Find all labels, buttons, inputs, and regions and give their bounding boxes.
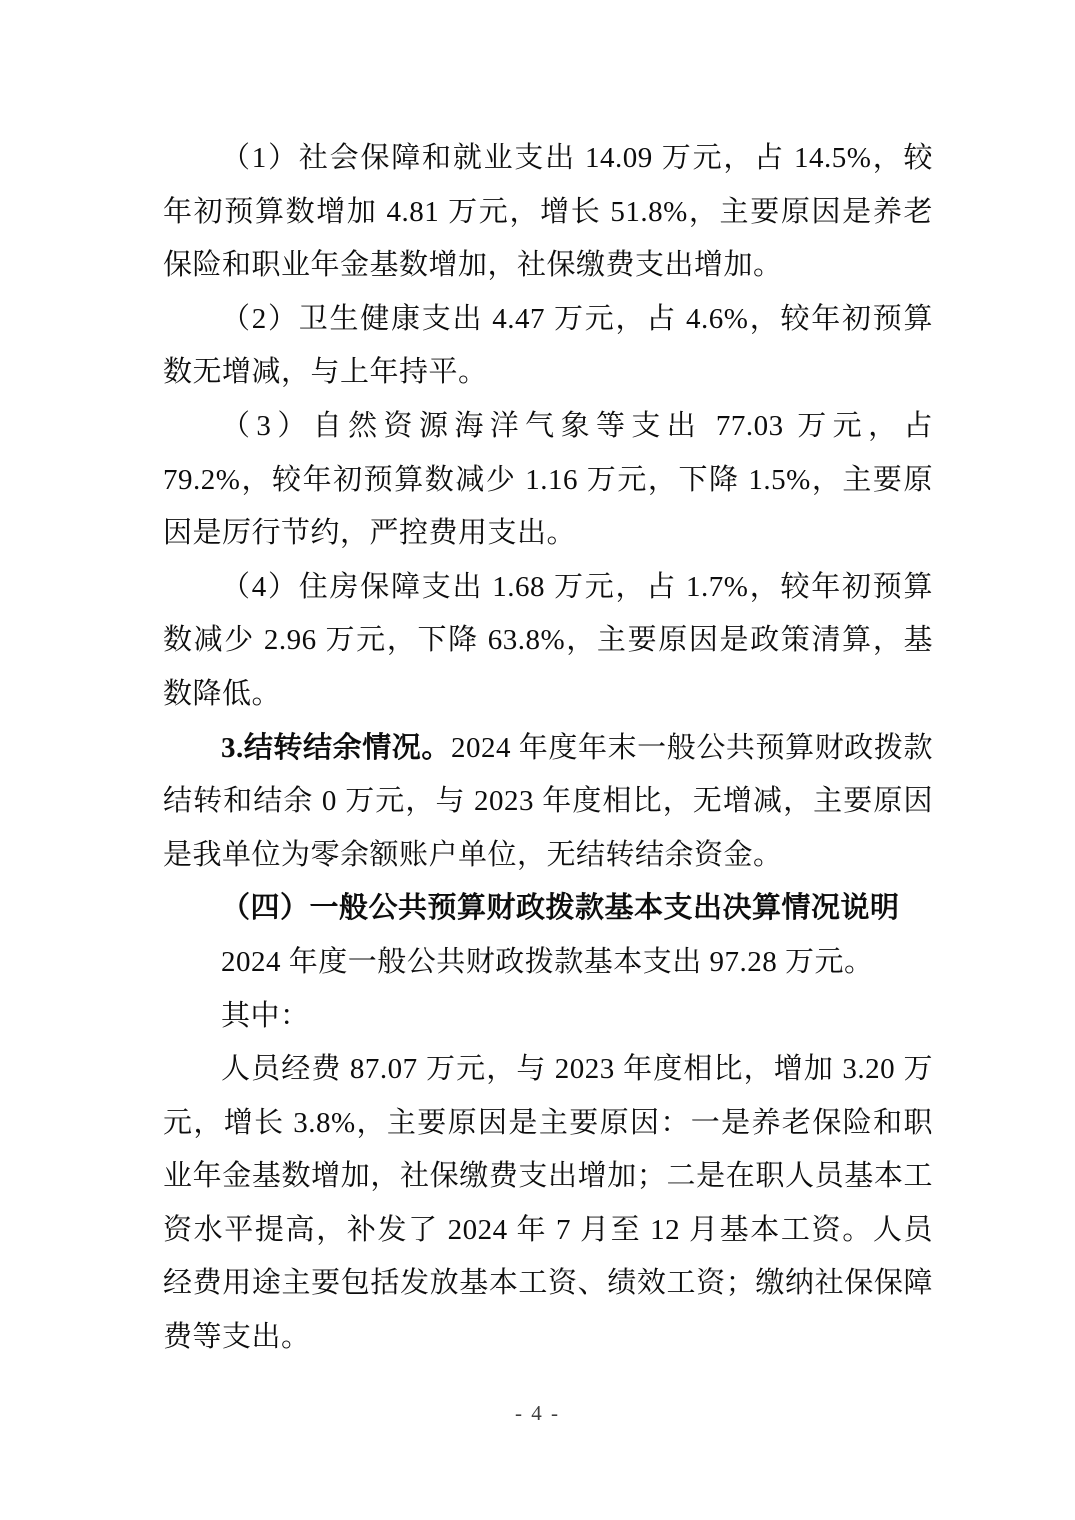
page-number: - 4 - — [515, 1401, 560, 1425]
document-body — [163, 132, 933, 1365]
paragraph-text: （1）社会保障和就业支出 14.09 万元，占 14.5%，较年初预算数增加 4.81 万元，增长 51.8%，主要原因是养老保险和职业年金基数增加，社保缴费支出增加。 — [163, 142, 933, 282]
paragraph-basic-expenditure-total — [163, 936, 933, 990]
paragraph-text: 人员经费 87.07 万元，与 2023 年度相比，增加 3.20 万元，增长 3.8%，主要原因是主要原因：一是养老保险和职业年金基数增加，社保缴费支出增加；二是在职人员基本工资水平提高，补发了 2024 年 7 月至 12 月基本工资。人员经费用途主要包括发放基本工资、绩效工资；缴纳社保保障费等支出。 — [163, 1053, 933, 1354]
paragraph-bold-lead: 3.结转结余情况。 — [221, 731, 451, 764]
paragraph-social-security-expenditure — [163, 132, 933, 293]
paragraph-text: 2024 年度年末一般公共预算财政拨款结转和结余 0 万元，与 2023 年度相比，无增减，主要原因是我单位为零余额账户单位，无结转结余资金。 — [163, 731, 933, 871]
paragraph-text: （3）自然资源海洋气象等支出 77.03 万元，占 79.2%，较年初预算数减少 1.16 万元，下降 1.5%，主要原因是厉行节约，严控费用支出。 — [163, 409, 933, 550]
paragraph-natural-resources-expenditure — [163, 400, 933, 561]
paragraph-among-which — [163, 990, 933, 1044]
heading-text: （四）一般公共预算财政拨款基本支出决算情况说明 — [221, 892, 900, 925]
paragraph-personnel-funds — [163, 1043, 933, 1365]
paragraph-text: （2）卫生健康支出 4.47 万元，占 4.6%，较年初预算数无增减，与上年持平。 — [163, 302, 933, 389]
paragraph-text: 2024 年度一般公共财政拨款基本支出 97.28 万元。 — [221, 945, 874, 978]
paragraph-carryover-balance — [163, 722, 933, 883]
paragraph-housing-expenditure — [163, 561, 933, 722]
paragraph-text: 其中： — [221, 999, 310, 1032]
section-heading-basic-expenditure — [163, 882, 933, 936]
paragraph-health-expenditure — [163, 293, 933, 400]
paragraph-text: （4）住房保障支出 1.68 万元，占 1.7%，较年初预算数减少 2.96 万元，下降 63.8%，主要原因是政策清算，基数降低。 — [163, 570, 933, 710]
